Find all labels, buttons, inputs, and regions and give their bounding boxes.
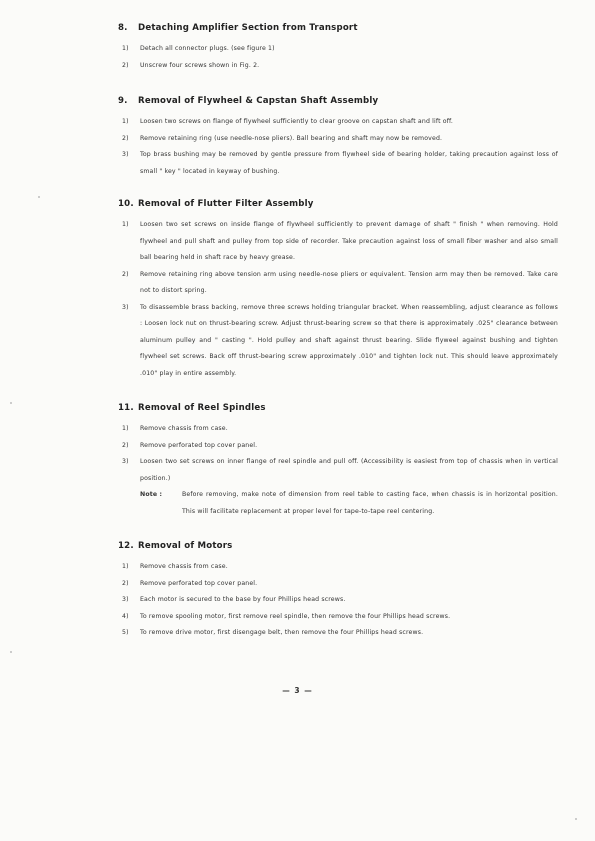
item-text: Remove perforated top cover panel.	[140, 441, 258, 449]
section-9	[118, 95, 558, 180]
section-title: Removal of Flutter Filter Assembly	[138, 199, 314, 209]
item-text: Remove perforated top cover panel.	[140, 579, 258, 587]
item-text: Top brass bushing may be removed by gentle pressure from flywheel side of bearing holder, taking precaution against loss of small " key " located in keyway of bushing.	[140, 151, 558, 175]
item-number: 2)	[122, 61, 129, 69]
list-item	[118, 609, 558, 626]
item-text: Loosen two set screws on inner flange of reel spindle and pull off. (Accessibility is easiest from top of chassis when in vertical position.)	[140, 458, 558, 482]
list-item	[118, 559, 558, 576]
item-text: Loosen two screws on flange of flywheel sufficiently to clear groove on capstan shaft and lift off.	[140, 118, 454, 125]
item-text: To remove spooling motor, first remove reel spindle, then remove the four Phillips head screws.	[140, 612, 451, 620]
item-number: 3)	[122, 596, 129, 603]
section-heading	[118, 22, 558, 34]
item-number: 4)	[122, 612, 129, 620]
section-number: 11.	[118, 403, 134, 413]
section-11	[118, 402, 558, 520]
item-number: 1)	[122, 221, 129, 228]
section-title: Removal of Motors	[138, 541, 233, 551]
item-number: 5)	[122, 629, 129, 636]
item-text: Loosen two set screws on inside flange of flywheel sufficiently to prevent damage of shaft " finish " when removing. Hold flywheel and pull shaft and pulley from top side of recorder. Take precaution against loss of small fiber washer and also small ball bearing held in shaft race by heavy grease.	[140, 221, 558, 261]
section-8	[118, 22, 558, 74]
item-number: 3)	[122, 458, 129, 465]
list-item	[118, 41, 558, 58]
section-12	[118, 540, 558, 642]
list-item	[118, 625, 558, 642]
item-number: 3)	[122, 151, 129, 158]
item-number: 1)	[122, 563, 129, 570]
section-heading	[118, 540, 558, 552]
item-number: 1)	[122, 425, 129, 432]
list-item	[118, 217, 558, 267]
item-text: Each motor is secured to the base by four Phillips head screws.	[140, 596, 346, 603]
item-number: 2)	[122, 134, 129, 142]
note	[118, 487, 558, 520]
list-item	[118, 300, 558, 383]
section-title: Detaching Amplifier Section from Transport	[138, 23, 358, 33]
item-text: Remove retaining ring above tension arm using needle-nose pliers or equivalent. Tension arm may then be removed. Take care not to distort spring.	[140, 270, 558, 294]
section-number: 12.	[118, 541, 134, 551]
section-heading	[118, 198, 558, 210]
list-item	[118, 58, 558, 75]
item-number: 1)	[122, 45, 129, 52]
scan-speck	[575, 818, 577, 820]
section-number: 8.	[118, 23, 128, 33]
section-title: Removal of Flywheel & Capstan Shaft Assembly	[138, 96, 379, 106]
section-heading	[118, 95, 558, 107]
list-item	[118, 114, 558, 131]
item-number: 1)	[122, 118, 129, 125]
item-text: To remove drive motor, first disengage belt, then remove the four Phillips head screws.	[140, 629, 424, 636]
list-item	[118, 421, 558, 438]
list-item	[118, 454, 558, 487]
section-title: Removal of Reel Spindles	[138, 403, 266, 413]
list-item	[118, 147, 558, 180]
item-number: 3)	[122, 303, 129, 311]
list-item	[118, 576, 558, 593]
item-text: Remove chassis from case.	[140, 425, 228, 432]
scan-speck	[10, 402, 12, 404]
list-item	[118, 131, 558, 148]
item-text: Remove chassis from case.	[140, 563, 228, 570]
item-text: Unscrew four screws shown in Fig. 2.	[140, 61, 260, 69]
list-item	[118, 438, 558, 455]
item-number: 2)	[122, 579, 129, 587]
list-item	[118, 592, 558, 609]
list-item	[118, 267, 558, 300]
item-text: Remove retaining ring (use needle-nose pliers). Ball bearing and shaft may now be removed.	[140, 134, 443, 142]
section-number: 9.	[118, 96, 128, 106]
scan-speck	[10, 651, 12, 653]
note-text: Before removing, make note of dimension from reel table to casting face, when chassis is in horizontal position. This will facilitate replacement at proper level for tape-to-tape reel centering.	[182, 491, 558, 515]
section-10	[118, 198, 558, 382]
section-heading	[118, 402, 558, 414]
item-text: To disassemble brass backing, remove three screws holding triangular bracket. When reassembling, adjust clearance as follows : Loosen lock nut on thrust-bearing screw. Adjust thrust-bearing screw so that there is approximately .025" clearance between aluminum pulley and " casting ". Hold pulley and shaft against thrust bearing. Slide flyweel against bushing and tighten flywheel set screws. Back off thrust-bearing screw approximately .010" and tighten lock nut. This should leave approximately .010" play in entire assembly.	[140, 303, 558, 377]
note-label: Note :	[140, 491, 163, 498]
section-number: 10.	[118, 199, 134, 209]
item-number: 2)	[122, 441, 129, 449]
scan-speck	[38, 196, 40, 198]
item-number: 2)	[122, 270, 129, 278]
page-number: — 3 —	[282, 686, 313, 695]
item-text: Detach all connector plugs. (see figure 1)	[140, 45, 275, 52]
